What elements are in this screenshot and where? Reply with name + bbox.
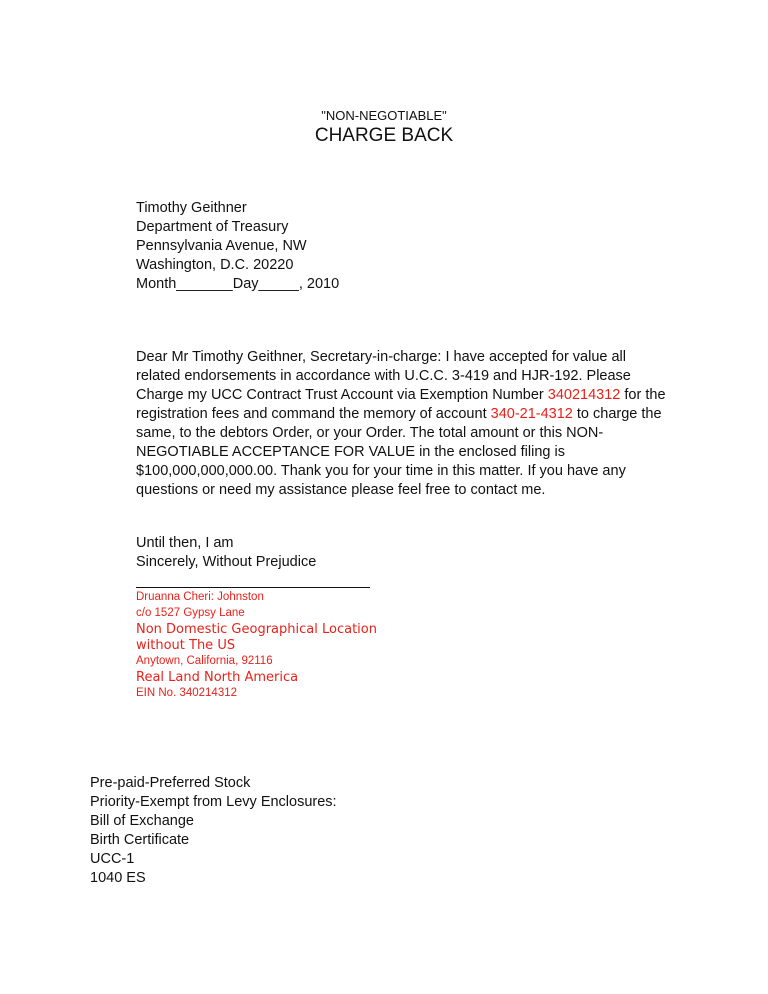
closing-line-2: Sincerely, Without Prejudice (136, 554, 317, 570)
letter-date: Month_______Day_____, 2010 (136, 276, 340, 292)
document-subtitle: "NON-NEGOTIABLE" (321, 108, 447, 123)
enclosure-item: Priority-Exempt from Levy Enclosures: (90, 794, 337, 810)
account-number: 340-21-4312 (490, 406, 573, 422)
signer-location-line-1: Non Domestic Geographical Location (136, 622, 377, 637)
enclosure-item: Bill of Exchange (90, 813, 194, 829)
signer-city: Anytown, California, 92116 (136, 655, 273, 667)
recipient-street: Pennsylvania Avenue, NW (136, 238, 307, 254)
closing-line-1: Until then, I am (136, 535, 234, 551)
enclosures-list (90, 774, 337, 888)
enclosure-item: Pre-paid-Preferred Stock (90, 775, 251, 791)
signature-line (136, 587, 370, 588)
recipient-name: Timothy Geithner (136, 200, 247, 216)
recipient-department: Department of Treasury (136, 219, 289, 235)
body-text-2: for the registration fees and command the memory of account (136, 387, 666, 422)
signer-ein: EIN No. 340214312 (136, 686, 238, 699)
enclosure-item: 1040 ES (90, 870, 146, 886)
signer-region: Real Land North America (136, 669, 299, 685)
signer-location-line-2: without The US (136, 638, 236, 653)
recipient-address (136, 199, 339, 294)
signer-address: c/o 1527 Gypsy Lane (136, 606, 245, 619)
signature-block (136, 590, 377, 701)
body-text-3: to charge the same, to the debtors Order, or your Order. The total amount or this NON-NEGOTIABLE ACCEPTANCE FOR VALUE in the enclosed filing is $100,000,000,000.00. Thank you for your time in this matter. If you have any questions or need my assistance please feel free to contact me. (136, 406, 662, 498)
letter-closing (136, 534, 316, 572)
signer-name: Druanna Cheri: Johnston (136, 591, 264, 603)
enclosure-item: UCC-1 (90, 851, 135, 867)
document-title: CHARGE BACK (314, 125, 454, 146)
letter-body (136, 348, 666, 500)
body-text-1: Dear Mr Timothy Geithner, Secretary-in-charge: I have accepted for value all related endorsements in accordance with U.C.C. 3-419 and HJR-192. Please Charge my UCC Contract Trust Account via Exemption Number (136, 349, 631, 403)
enclosure-item: Birth Certificate (90, 832, 190, 848)
exemption-number: 340214312 (547, 387, 621, 403)
recipient-city: Washington, D.C. 20220 (136, 257, 294, 273)
